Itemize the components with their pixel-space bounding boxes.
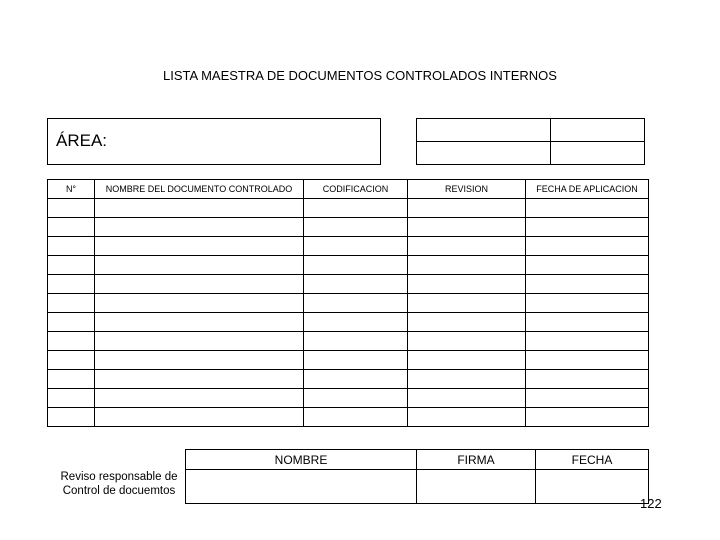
col-header-document-name: NOMBRE DEL DOCUMENTO CONTROLADO — [95, 180, 304, 199]
col-header-revision: REVISION — [408, 180, 526, 199]
code-cell[interactable] — [304, 332, 408, 351]
revision-cell[interactable] — [408, 408, 526, 427]
number-cell[interactable] — [48, 294, 95, 313]
document-name-cell[interactable] — [95, 351, 304, 370]
application-date-cell[interactable] — [526, 370, 649, 389]
table-row — [48, 351, 649, 370]
revision-cell[interactable] — [408, 237, 526, 256]
signature-date-cell[interactable] — [536, 470, 649, 504]
application-date-cell[interactable] — [526, 389, 649, 408]
table-row — [48, 294, 649, 313]
revision-cell[interactable] — [408, 332, 526, 351]
application-date-cell[interactable] — [526, 294, 649, 313]
revision-cell[interactable] — [408, 218, 526, 237]
number-cell[interactable] — [48, 218, 95, 237]
revision-cell[interactable] — [408, 256, 526, 275]
number-cell[interactable] — [48, 199, 95, 218]
application-date-cell[interactable] — [526, 218, 649, 237]
document-name-cell[interactable] — [95, 275, 304, 294]
revision-cell[interactable] — [408, 294, 526, 313]
table-row — [48, 218, 649, 237]
application-date-cell[interactable] — [526, 199, 649, 218]
table-row — [48, 237, 649, 256]
info-cell[interactable] — [417, 119, 551, 142]
document-name-cell[interactable] — [95, 256, 304, 275]
revision-cell[interactable] — [408, 370, 526, 389]
code-cell[interactable] — [304, 256, 408, 275]
code-cell[interactable] — [304, 351, 408, 370]
page-number: 122 — [640, 496, 662, 511]
number-cell[interactable] — [48, 332, 95, 351]
code-cell[interactable] — [304, 313, 408, 332]
document-name-cell[interactable] — [95, 389, 304, 408]
code-cell[interactable] — [304, 199, 408, 218]
revision-cell[interactable] — [408, 351, 526, 370]
document-name-cell[interactable] — [95, 294, 304, 313]
revision-cell[interactable] — [408, 275, 526, 294]
signature-name-cell[interactable] — [186, 470, 417, 504]
number-cell[interactable] — [48, 408, 95, 427]
table-row — [48, 313, 649, 332]
number-cell[interactable] — [48, 275, 95, 294]
signature-table — [185, 449, 649, 504]
signature-header-name: NOMBRE — [186, 450, 417, 470]
application-date-cell[interactable] — [526, 256, 649, 275]
number-cell[interactable] — [48, 237, 95, 256]
application-date-cell[interactable] — [526, 351, 649, 370]
application-date-cell[interactable] — [526, 332, 649, 351]
application-date-cell[interactable] — [526, 275, 649, 294]
code-cell[interactable] — [304, 218, 408, 237]
reviewer-label-line1: Reviso responsable de — [60, 471, 178, 483]
revision-cell[interactable] — [408, 199, 526, 218]
number-cell[interactable] — [48, 313, 95, 332]
code-cell[interactable] — [304, 370, 408, 389]
header-info-grid — [416, 118, 645, 165]
number-cell[interactable] — [48, 351, 95, 370]
table-row — [48, 332, 649, 351]
document-name-cell[interactable] — [95, 218, 304, 237]
col-header-application-date: FECHA DE APLICACION — [526, 180, 649, 199]
document-name-cell[interactable] — [95, 370, 304, 389]
table-row — [48, 256, 649, 275]
revision-cell[interactable] — [408, 389, 526, 408]
table-row — [48, 199, 649, 218]
document-title: LISTA MAESTRA DE DOCUMENTOS CONTROLADOS INTERNOS — [163, 68, 557, 83]
code-cell[interactable] — [304, 389, 408, 408]
document-name-cell[interactable] — [95, 313, 304, 332]
table-row — [48, 275, 649, 294]
signature-header-date: FECHA — [536, 450, 649, 470]
table-row — [48, 370, 649, 389]
table-row — [48, 408, 649, 427]
application-date-cell[interactable] — [526, 237, 649, 256]
signature-header-signature: FIRMA — [417, 450, 536, 470]
revision-cell[interactable] — [408, 313, 526, 332]
table-row — [48, 389, 649, 408]
number-cell[interactable] — [48, 370, 95, 389]
document-name-cell[interactable] — [95, 237, 304, 256]
area-field[interactable] — [47, 118, 381, 165]
code-cell[interactable] — [304, 275, 408, 294]
document-name-cell[interactable] — [95, 199, 304, 218]
document-name-cell[interactable] — [95, 332, 304, 351]
number-cell[interactable] — [48, 389, 95, 408]
info-cell[interactable] — [551, 142, 645, 165]
application-date-cell[interactable] — [526, 408, 649, 427]
info-cell[interactable] — [551, 119, 645, 142]
reviewer-label — [54, 470, 184, 498]
info-cell[interactable] — [417, 142, 551, 165]
area-label: ÁREA: — [56, 131, 108, 150]
code-cell[interactable] — [304, 237, 408, 256]
document-list-table — [47, 179, 649, 427]
col-header-code: CODIFICACION — [304, 180, 408, 199]
signature-sign-cell[interactable] — [417, 470, 536, 504]
number-cell[interactable] — [48, 256, 95, 275]
document-name-cell[interactable] — [95, 408, 304, 427]
col-header-number: N° — [48, 180, 95, 199]
application-date-cell[interactable] — [526, 313, 649, 332]
code-cell[interactable] — [304, 294, 408, 313]
reviewer-label-line2: Control de docuemtos — [62, 485, 176, 497]
code-cell[interactable] — [304, 408, 408, 427]
